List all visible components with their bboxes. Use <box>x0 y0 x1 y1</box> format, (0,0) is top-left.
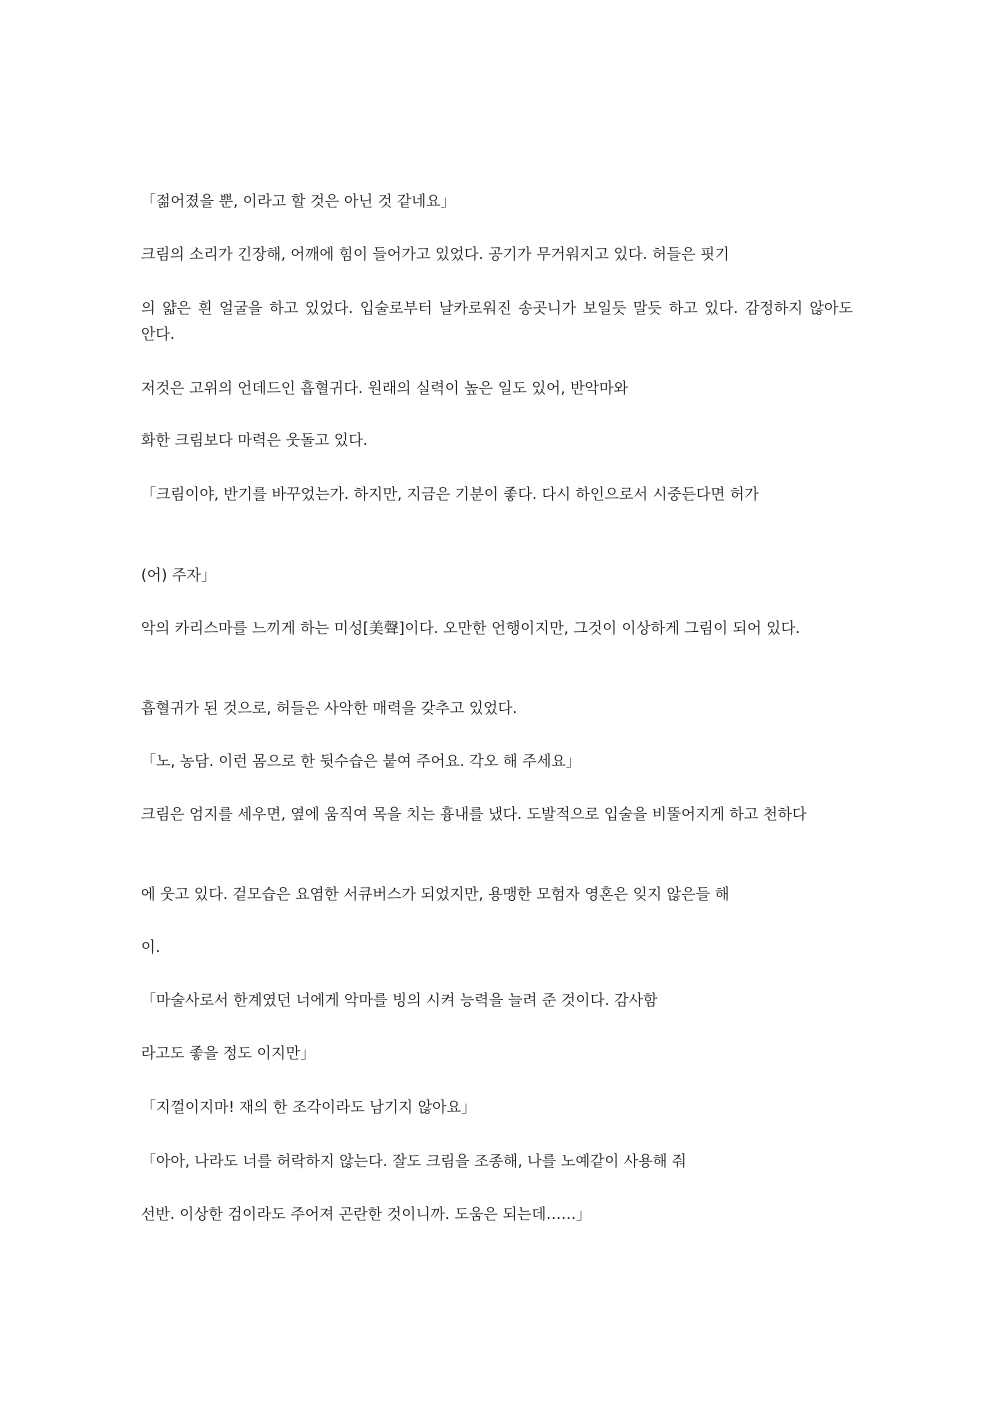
paragraph-17: 「아아, 나라도 너를 허락하지 않는다. 잘도 크림을 조종해, 나를 노예같이 사용해 줘 <box>141 1152 687 1170</box>
paragraph-3: 의 얇은 흰 얼굴을 하고 있었다. 입술로부터 날카로워진 송곳니가 보일듯 말듯 하고 있다. 감정하지 않아도 안다. <box>141 299 853 343</box>
paragraph-14: 「마술사로서 한계였던 너에게 악마를 빙의 시켜 능력을 늘려 준 것이다. 감사함 <box>141 991 658 1009</box>
paragraph-15: 라고도 좋을 정도 이지만」 <box>141 1044 316 1062</box>
paragraph-5: 화한 크림보다 마력은 웃돌고 있다. <box>141 431 368 449</box>
paragraph-6: 「크림이야, 반기를 바꾸었는가. 하지만, 지금은 기분이 좋다. 다시 하인으로서 시중든다면 허가 <box>141 485 759 503</box>
paragraph-10: 「노, 농담. 이런 몸으로 한 뒷수습은 붙여 주어요. 각오 해 주세요」 <box>141 752 581 770</box>
paragraph-9: 흡혈귀가 된 것으로, 허들은 사악한 매력을 갖추고 있었다. <box>141 699 518 717</box>
paragraph-8: 악의 카리스마를 느끼게 하는 미성[美聲]이다. 오만한 언행이지만, 그것이 이상하게 그림이 되어 있다. <box>141 619 801 637</box>
paragraph-1: 「젊어졌을 뿐, 이라고 할 것은 아닌 것 같네요」 <box>141 192 456 210</box>
paragraph-7: (어) 주자」 <box>141 566 216 584</box>
paragraph-13: 이. <box>141 938 161 956</box>
paragraph-11: 크림은 엄지를 세우면, 옆에 움직여 목을 치는 흉내를 냈다. 도발적으로 입술을 비뚤어지게 하고 천하다 <box>141 805 807 823</box>
paragraph-12: 에 웃고 있다. 겉모습은 요염한 서큐버스가 되었지만, 용맹한 모험자 영혼은 잊지 않은들 해 <box>141 885 730 903</box>
paragraph-4: 저것은 고위의 언데드인 흡혈귀다. 원래의 실력이 높은 일도 있어, 반악마와 <box>141 379 629 397</box>
paragraph-16: 「지껄이지마! 재의 한 조각이라도 남기지 않아요」 <box>141 1098 477 1116</box>
paragraph-18: 선반. 이상한 검이라도 주어져 곤란한 것이니까. 도움은 되는데……」 <box>141 1205 592 1223</box>
paragraph-2: 크림의 소리가 긴장해, 어깨에 힘이 들어가고 있었다. 공기가 무거워지고 있다. 허들은 핏기 <box>141 245 730 263</box>
